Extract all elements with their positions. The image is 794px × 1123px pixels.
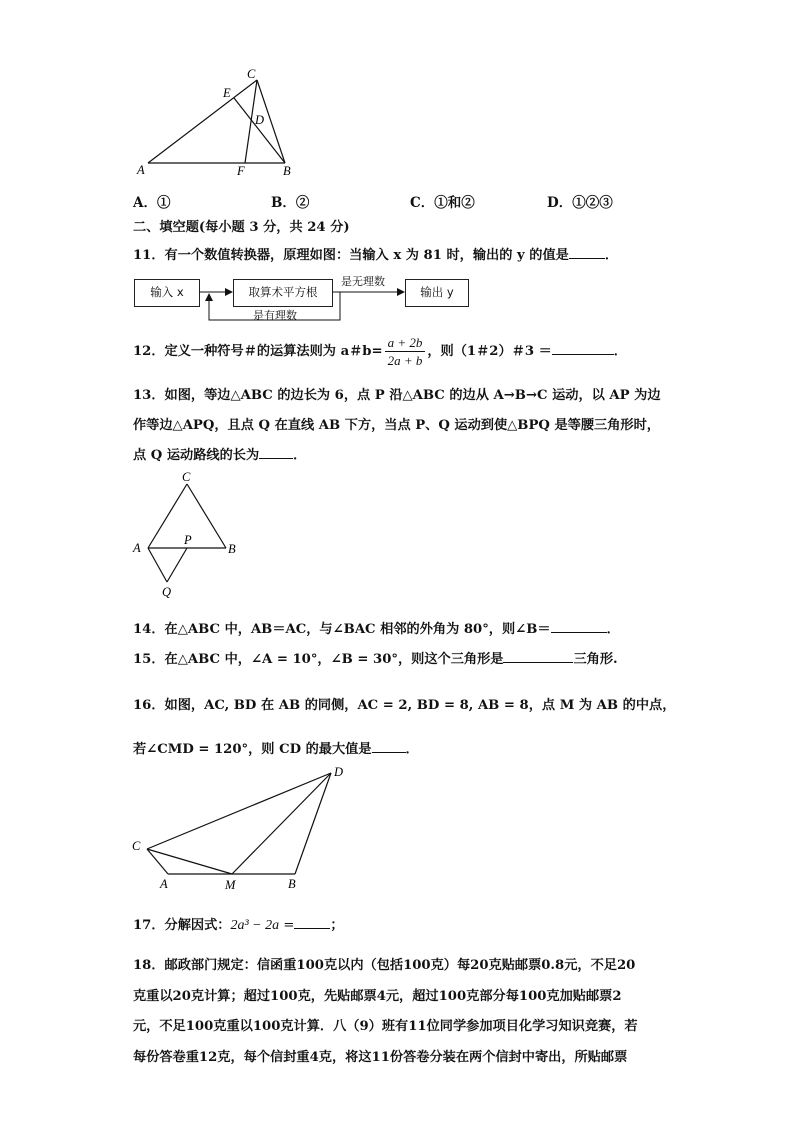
q13-line2: 作等边△APQ，且点 Q 在直线 AB 下方，当点 P、Q 运动到使△BPQ 是等腰三角形时， — [133, 418, 660, 433]
label-C: C — [182, 470, 191, 484]
q13-line1: 13．如图，等边△ABC 的边长为 6，点 P 沿△ABC 的边从 A→B→C 运动，以 AP 为边 — [133, 388, 661, 403]
question-12 — [133, 334, 627, 369]
label-D: D — [255, 113, 265, 127]
flow-rational-label: 是有理数 — [253, 309, 297, 322]
q17-expression: 2a³ − 2a — [230, 918, 280, 933]
q15-pre: 15．在△ABC 中，∠A = 10°，∠B = 30°，则这个三角形是 — [133, 652, 504, 667]
q11-answer-blank[interactable] — [569, 244, 605, 259]
flow-output-box: 输出 y — [405, 279, 469, 307]
option-c-letter: C． — [410, 195, 435, 211]
q11-text: 11．有一个数值转换器，原理如图：当输入 x 为 81 时，输出的 y 的值是 — [133, 248, 569, 263]
q17-end: ； — [330, 918, 344, 933]
label-A: A — [137, 163, 145, 177]
option-a-text: ① — [156, 195, 171, 211]
option-b-letter: B． — [271, 195, 296, 211]
flow-process-box: 取算术平方根 — [233, 279, 333, 307]
label-B: B — [283, 164, 291, 178]
label-D: D — [334, 765, 344, 779]
q15-answer-blank[interactable] — [503, 648, 573, 663]
q16-line2: 若∠CMD = 120°，则 CD 的最大值是 — [133, 742, 372, 757]
flow-irrational-label: 是无理数 — [341, 275, 385, 288]
label-A: A — [133, 541, 141, 555]
q12-pre: 12．定义一种符号＃的运算法则为 a＃b= — [133, 344, 383, 359]
q12-end: ． — [613, 344, 627, 359]
q17-answer-blank[interactable] — [294, 914, 330, 929]
label-M: M — [225, 878, 236, 892]
option-a[interactable] — [133, 191, 170, 211]
label-E: E — [223, 86, 231, 100]
question-16 — [133, 684, 675, 772]
label-Q: Q — [162, 585, 172, 599]
q14-end: ． — [606, 622, 620, 637]
q10-figure — [133, 62, 303, 180]
option-b[interactable] — [271, 191, 309, 211]
q16-line1: 16．如图，AC, BD 在 AB 的同侧，AC = 2, BD = 8, AB = 8，点 M 为 AB 的中点， — [133, 698, 676, 713]
q13-line3-wrap — [133, 441, 661, 471]
flow-arrows — [130, 272, 475, 326]
question-17 — [133, 914, 344, 936]
question-18 — [133, 951, 638, 1073]
label-C: C — [132, 839, 141, 853]
option-c-text: ①和② — [434, 195, 475, 211]
q17-eq: = — [279, 918, 295, 933]
q13-line3: 点 Q 运动路线的长为 — [133, 448, 260, 463]
flow-input-box: 输入 x — [134, 279, 200, 307]
section-title: 二、填空题(每小题 3 分，共 24 分) — [133, 220, 350, 235]
question-15 — [133, 648, 618, 670]
question-14 — [133, 618, 620, 640]
option-c[interactable] — [410, 191, 475, 211]
label-A: A — [160, 877, 168, 891]
q16-figure — [128, 762, 358, 894]
q16-answer-blank[interactable] — [372, 738, 406, 753]
q18-line2: 克重以20克计算；超过100克，先贴邮票4元，超过100克部分每100克加贴邮票2 — [133, 988, 622, 1004]
option-b-text: ② — [295, 195, 310, 211]
q18-line4: 每份答卷重12克，每个信封重4克，将这11份答卷分装在两个信封中寄出，所贴邮票 — [133, 1049, 628, 1065]
q17-pre: 17．分解因式： — [133, 918, 231, 933]
q18-line1: 18．邮政部门规定：信函重100克以内（包括100克）每20克贴邮票0.8元，不足20 — [133, 958, 636, 973]
q13-figure — [131, 470, 241, 600]
q13-answer-blank[interactable] — [259, 444, 293, 459]
q15-post: 三角形. — [573, 652, 618, 667]
question-11 — [133, 244, 618, 266]
q14-answer-blank[interactable] — [551, 618, 607, 633]
label-B: B — [288, 877, 296, 891]
label-C: C — [247, 67, 256, 81]
option-d[interactable] — [547, 191, 613, 211]
q13-end: ． — [293, 448, 307, 463]
q12-post: ，则（1＃2）＃3 ＝ — [427, 344, 552, 359]
q12-numerator: a + 2b — [385, 334, 426, 352]
q16-end: ． — [405, 742, 419, 757]
label-B: B — [228, 542, 236, 556]
q12-fraction — [385, 334, 426, 369]
option-d-letter: D． — [547, 195, 573, 211]
question-13 — [133, 381, 661, 471]
q12-answer-blank[interactable] — [552, 340, 614, 355]
option-d-text: ①②③ — [572, 195, 613, 211]
q14-text: 14．在△ABC 中，AB＝AC，与∠BAC 相邻的外角为 80°，则∠B＝ — [133, 622, 551, 637]
option-a-letter: A． — [133, 195, 157, 211]
q12-denominator: 2a + b — [387, 353, 423, 368]
q11-end: ． — [604, 248, 619, 263]
label-P: P — [184, 533, 192, 547]
label-F: F — [237, 164, 245, 178]
q18-line3: 元，不足100克重以100克计算．八（9）班有11位同学参加项目化学习知识竞赛，若 — [133, 1019, 638, 1034]
